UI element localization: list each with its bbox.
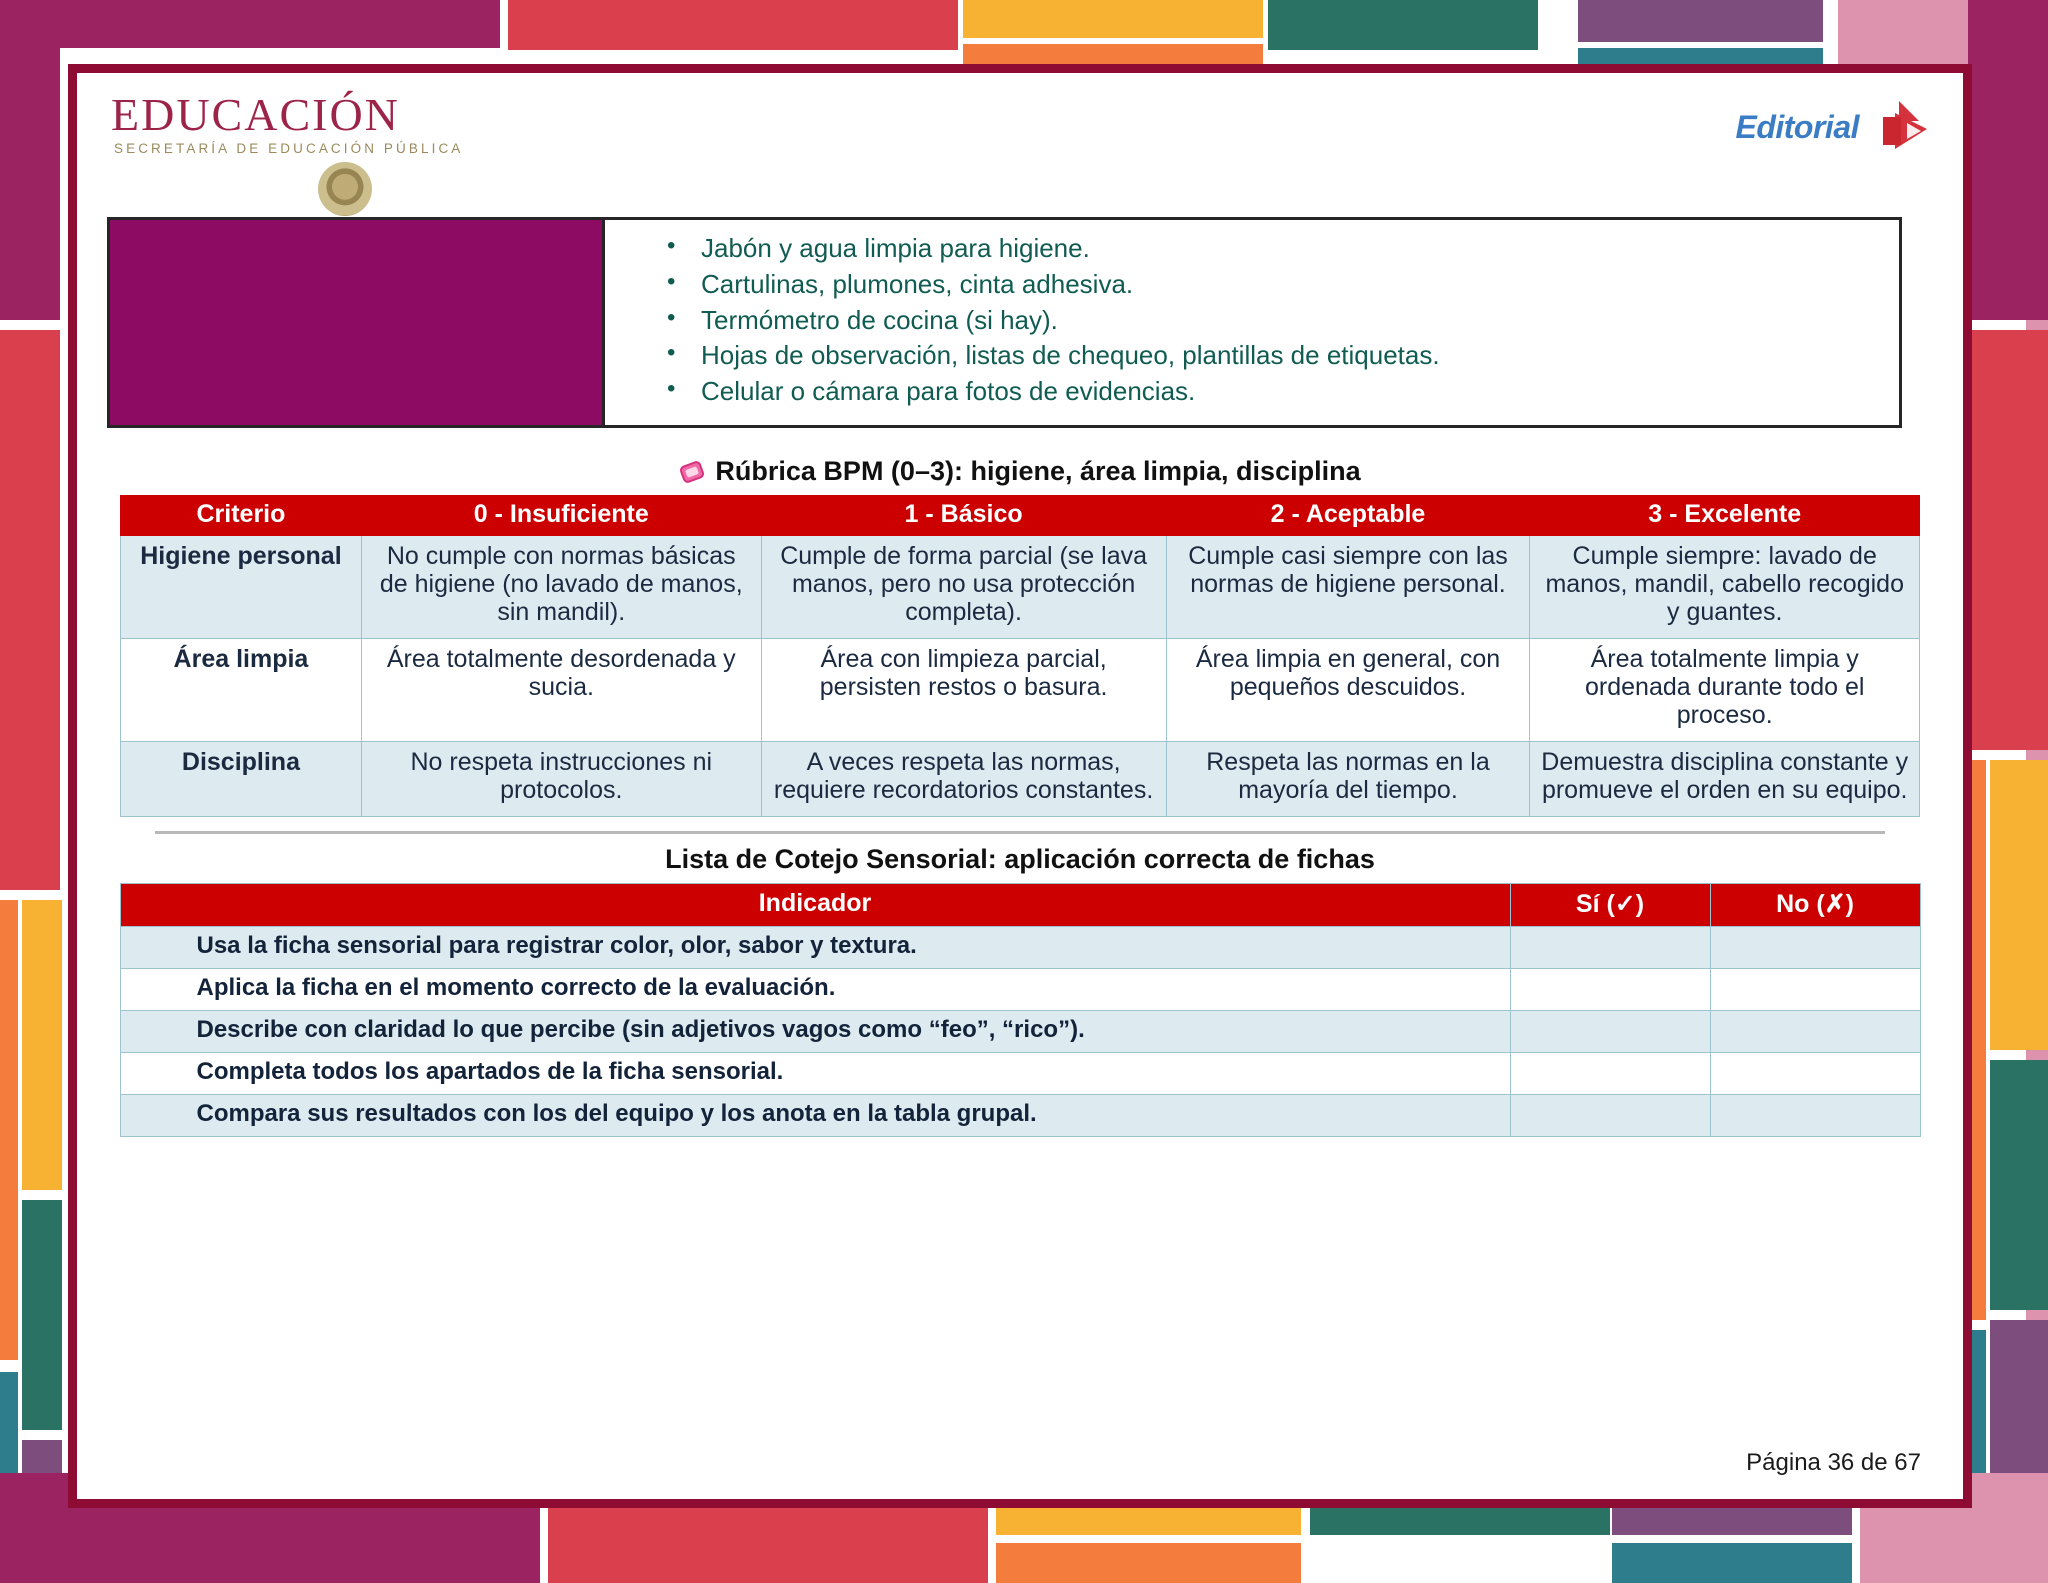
list-item: • Hojas de observación, listas de chequeo, plantillas de etiquetas. xyxy=(639,339,1879,373)
deco-block-bottom-orange-2 xyxy=(996,1543,1301,1583)
rubric-header-criterio: Criterio xyxy=(121,495,362,535)
rubric-header-level-2: 2 - Aceptable xyxy=(1166,495,1530,535)
checklist-no-box[interactable] xyxy=(1710,1052,1920,1094)
rubric-cell: Demuestra disciplina constante y promueve el orden en su equipo. xyxy=(1530,741,1920,816)
deco-block-right-magenta xyxy=(1968,0,2048,320)
deco-block-right-orange xyxy=(1990,760,2048,1050)
rubric-title-text: Rúbrica BPM (0–3): higiene, área limpia, disciplina xyxy=(715,455,1361,486)
checklist-no-box[interactable] xyxy=(1710,1010,1920,1052)
materials-box xyxy=(107,217,1902,428)
checklist-no-box[interactable] xyxy=(1710,1094,1920,1136)
deco-block-left-orange-2 xyxy=(0,900,18,1360)
rubric-cell: A veces respeta las normas, requiere recordatorios constantes. xyxy=(761,741,1166,816)
materials-list-cell xyxy=(605,220,1899,425)
checklist-no-box[interactable] xyxy=(1710,926,1920,968)
checklist-yes-box[interactable] xyxy=(1510,968,1710,1010)
checklist-table xyxy=(120,883,1921,1137)
deco-block-top-orange xyxy=(963,0,1263,38)
rubric-cell: Cumple casi siempre con las normas de higiene personal. xyxy=(1166,535,1530,638)
deco-block-left-orange xyxy=(22,900,62,1190)
table-row xyxy=(120,1094,1920,1136)
rubric-header-level-3: 3 - Excelente xyxy=(1530,495,1920,535)
deco-block-top-teal xyxy=(1268,0,1538,50)
rubric-header-level-1: 1 - Básico xyxy=(761,495,1166,535)
document-page xyxy=(68,64,1972,1508)
table-header-row xyxy=(120,883,1920,926)
deco-block-top-teal-2 xyxy=(1578,48,1823,64)
deco-block-left-magenta xyxy=(0,0,60,320)
checklist-header-no: No (✗) xyxy=(1710,883,1920,926)
checklist-indicator: Aplica la ficha en el momento correcto de la evaluación. xyxy=(120,968,1510,1010)
table-row xyxy=(120,926,1920,968)
checklist-yes-box[interactable] xyxy=(1510,1052,1710,1094)
table-row xyxy=(120,968,1920,1010)
checklist-yes-box[interactable] xyxy=(1510,926,1710,968)
checklist-header-yes: Sí (✓) xyxy=(1510,883,1710,926)
rubric-cell: Área limpia en general, con pequeños descuidos. xyxy=(1166,638,1530,741)
rubric-cell: Cumple de forma parcial (se lava manos, pero no usa protección completa). xyxy=(761,535,1166,638)
list-item: • Celular o cámara para fotos de evidencias. xyxy=(639,375,1879,409)
gem-icon xyxy=(676,456,709,489)
table-row xyxy=(121,741,1920,816)
rubric-header-level-0: 0 - Insuficiente xyxy=(361,495,761,535)
table-row xyxy=(120,1010,1920,1052)
rubric-criterion: Disciplina xyxy=(121,741,362,816)
rubric-cell: Área con limpieza parcial, persisten restos o basura. xyxy=(761,638,1166,741)
table-header-row xyxy=(121,495,1920,535)
deco-block-top-orange-2 xyxy=(963,44,1263,64)
rubric-title xyxy=(77,456,1963,487)
rubric-cell: Área totalmente limpia y ordenada durante todo el proceso. xyxy=(1530,638,1920,741)
publisher-logo xyxy=(1735,99,1929,156)
table-row xyxy=(120,1052,1920,1094)
deco-block-right-red xyxy=(1968,330,2048,750)
checklist-indicator: Compara sus resultados con los del equipo y los anota en la tabla grupal. xyxy=(120,1094,1510,1136)
deco-block-bottom-teal-2 xyxy=(1612,1543,1852,1583)
document-header xyxy=(77,73,1963,203)
mexican-coat-of-arms-seal-icon xyxy=(318,162,372,216)
rubric-cell: Área totalmente desordenada y sucia. xyxy=(361,638,761,741)
deco-block-right-teal xyxy=(1990,1060,2048,1310)
deco-block-top-red xyxy=(508,0,958,50)
materials-list xyxy=(639,232,1879,409)
sep-logo xyxy=(111,91,463,216)
list-item: • Cartulinas, plumones, cinta adhesiva. xyxy=(639,268,1879,302)
checklist-header-indicator: Indicador xyxy=(120,883,1510,926)
checklist-title: Lista de Cotejo Sensorial: aplicación correcta de fichas xyxy=(665,843,1375,874)
rubric-cell: Respeta las normas en la mayoría del tiempo. xyxy=(1166,741,1530,816)
checklist-indicator: Describe con claridad lo que percibe (sin adjetivos vagos como “feo”, “rico”). xyxy=(120,1010,1510,1052)
rubric-criterion: Área limpia xyxy=(121,638,362,741)
table-row xyxy=(121,638,1920,741)
deco-block-top-magenta xyxy=(0,0,500,48)
publisher-name: Editorial xyxy=(1735,109,1859,145)
list-item: • Termómetro de cocina (si hay). xyxy=(639,304,1879,338)
deco-block-left-teal xyxy=(22,1200,62,1430)
table-row xyxy=(121,535,1920,638)
checklist-yes-box[interactable] xyxy=(1510,1094,1710,1136)
section-divider xyxy=(155,831,1885,834)
rubric-table xyxy=(120,495,1920,817)
materials-label-cell xyxy=(110,220,605,425)
page-number: Página 36 de 67 xyxy=(1746,1449,1921,1476)
rubric-cell: No cumple con normas básicas de higiene (no lavado de manos, sin mandil). xyxy=(361,535,761,638)
deco-block-left-red xyxy=(0,330,60,890)
sep-title: EDUCACIÓN xyxy=(111,89,400,140)
checklist-indicator: Usa la ficha sensorial para registrar color, olor, sabor y textura. xyxy=(120,926,1510,968)
checklist-indicator: Completa todos los apartados de la ficha sensorial. xyxy=(120,1052,1510,1094)
rubric-cell: No respeta instrucciones ni protocolos. xyxy=(361,741,761,816)
rubric-criterion: Higiene personal xyxy=(121,535,362,638)
checklist-yes-box[interactable] xyxy=(1510,1010,1710,1052)
checklist-no-box[interactable] xyxy=(1710,968,1920,1010)
sep-subtitle: SECRETARÍA DE EDUCACIÓN PÚBLICA xyxy=(114,141,464,157)
deco-block-top-purple xyxy=(1578,0,1823,42)
rubric-cell: Cumple siempre: lavado de manos, mandil, cabello recogido y guantes. xyxy=(1530,535,1920,638)
md-arrow-icon xyxy=(1865,99,1929,156)
materials-section xyxy=(77,203,1963,428)
list-item: • Jabón y agua limpia para higiene. xyxy=(639,232,1879,266)
